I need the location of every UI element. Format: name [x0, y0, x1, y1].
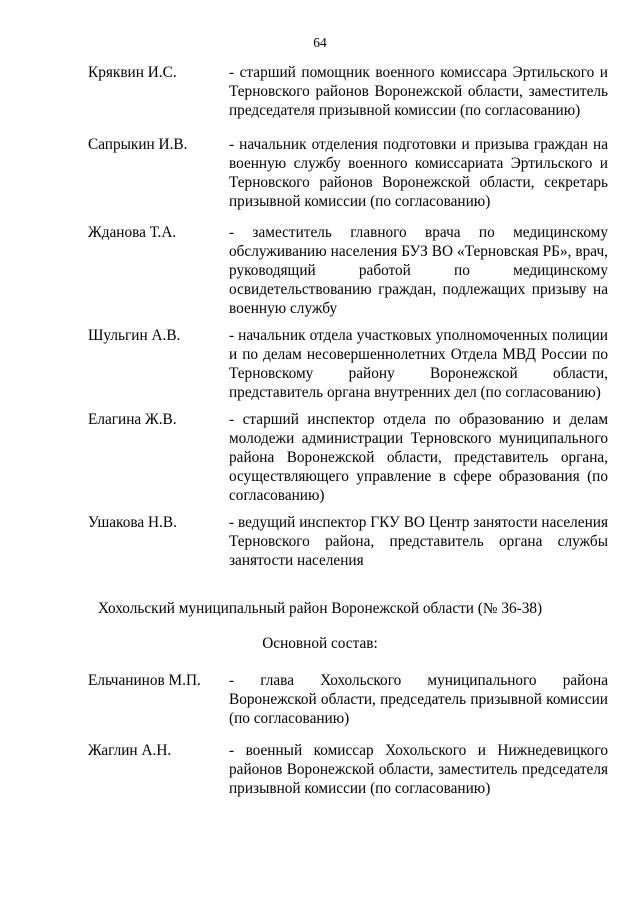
- member-description: - военный комиссар Хохольского и Нижнедевицкого районов Воронежской области, заместитель председателя призывной комиссии (по согласованию): [229, 742, 608, 797]
- member-name: Елагина Ж.В.: [88, 411, 177, 428]
- member-name: Ушакова Н.В.: [88, 514, 177, 531]
- member-description: - старший помощник военного комиссара Эртильского и Терновского районов Воронежской области, заместитель председателя призывной комиссии (по согласованию): [229, 64, 608, 119]
- member-description: - глава Хохольского муниципального района Воронежской области, председатель призывной комиссии (по согласованию): [229, 672, 608, 727]
- member-description: - заместитель главного врача по медицинскому обслуживанию населения БУЗ ВО «Терновская РБ», врач, руководящий работой по медицинскому освидетельствованию граждан, подлежащих призыву на военную службу: [229, 224, 608, 317]
- member-name: Кряквин И.С.: [88, 64, 177, 81]
- member-name: Жданова Т.А.: [88, 224, 177, 241]
- member-description: - начальник отдела участковых уполномоченных полиции и по делам несовершеннолетних Отдела МВД России по Терновскому району Воронежской области, представитель органа внутренних дел (по согласованию): [229, 327, 608, 401]
- section-heading: Хохольский муниципальный район Воронежской области (№ 36-38): [97, 600, 543, 617]
- page-number: 64: [313, 35, 327, 50]
- member-name: Сапрыкин И.В.: [88, 136, 188, 153]
- member-description: - начальник отделения подготовки и призыва граждан на военную службу военного комиссариата Эртильского и Терновского районов Воронежской области, секретарь призывной комиссии (по согласованию): [229, 136, 608, 210]
- member-name: Жаглин А.Н.: [88, 742, 172, 759]
- member-name: Ельчанинов М.П.: [88, 672, 201, 689]
- member-description: - старший инспектор отдела по образованию и делам молодежи администрации Терновского муниципального района Воронежской области, представитель органа, осуществляющего управление в сфере образования (по согласованию): [229, 411, 608, 504]
- member-description: - ведущий инспектор ГКУ ВО Центр занятости населения Терновского района, представитель органа службы занятости населения: [229, 514, 608, 569]
- section-subheading: Основной состав:: [262, 635, 378, 652]
- member-name: Шульгин А.В.: [88, 327, 181, 344]
